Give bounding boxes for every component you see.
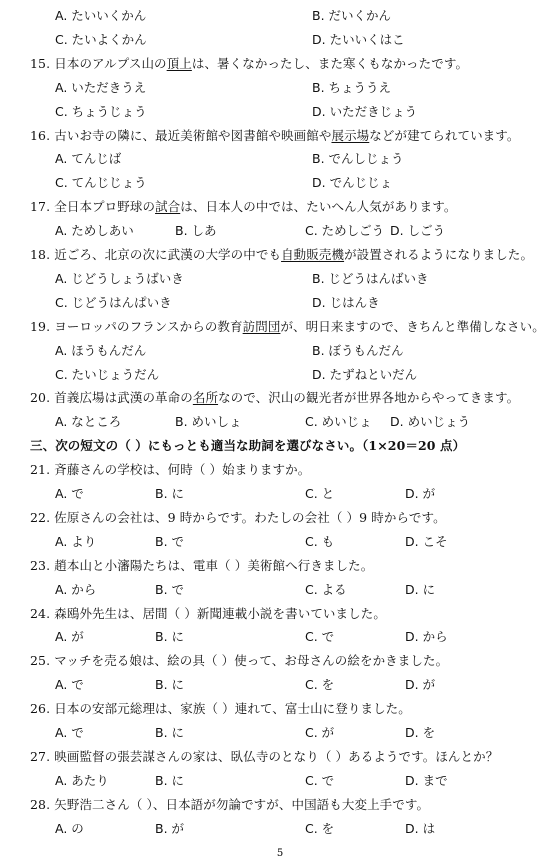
- answer-option: B. で: [155, 533, 185, 549]
- answer-options: [0, 482, 560, 506]
- question: [0, 697, 560, 721]
- question-text-segment: 23. 趙本山と小瀋陽たちは、電車（ ）美術館へ行きました。: [30, 557, 374, 573]
- question-text: [30, 458, 552, 482]
- question-text-segment: 24. 森鴎外先生は、居間（ ）新聞連載小説を書いていました。: [30, 605, 386, 621]
- answer-option: A. てんじば: [55, 151, 122, 167]
- answer-option: C. めいじょ: [305, 414, 372, 430]
- underlined-word: 展示場: [331, 127, 370, 143]
- answer-option: C. を: [305, 820, 335, 836]
- question: [0, 243, 560, 267]
- answer-option: B. に: [155, 677, 185, 693]
- answer-options: [0, 673, 560, 697]
- question-text-segment: 三、次の短文の（ ）にもっとも適当な助詞を選びなさい。（1×20＝20 点）: [30, 438, 466, 454]
- question-text-segment: 16. 古いお寺の隣に、最近美術館や図書館や映画館や: [30, 127, 332, 143]
- answer-option: B. じどうはんばいき: [312, 270, 429, 286]
- answer-options: [0, 267, 560, 291]
- answer-option: A. で: [55, 725, 84, 740]
- answer-option: A. じどうしょうばいき: [55, 270, 184, 286]
- answer-option: D. めいじょう: [390, 414, 471, 430]
- answer-options: [0, 410, 560, 434]
- answer-option: B. に: [155, 725, 185, 740]
- answer-option: D. しごう: [390, 223, 446, 239]
- answer-option: B. ぼうもんだん: [312, 342, 404, 358]
- answer-option: B. で: [155, 581, 185, 597]
- answer-option: B. めいしょ: [175, 414, 242, 430]
- question-text: [30, 697, 552, 721]
- answer-option: A. から: [55, 581, 97, 597]
- answer-option: A. たいいくかん: [55, 8, 147, 23]
- section-heading-text: [30, 434, 552, 458]
- answer-option: C. を: [305, 677, 335, 693]
- answer-option: A. ためしあい: [55, 223, 134, 239]
- answer-options: [0, 4, 560, 28]
- answer-options: [0, 769, 560, 793]
- question-text: [30, 745, 552, 769]
- answer-option: D. は: [405, 820, 436, 836]
- answer-option: B. しあ: [175, 223, 217, 239]
- answer-option: D. が: [405, 677, 436, 693]
- answer-options: [0, 817, 560, 841]
- answer-option: C. てんじじょう: [55, 175, 147, 191]
- answer-option: A. で: [55, 486, 84, 501]
- answer-option: D. まで: [405, 772, 448, 788]
- answer-option: C. と: [305, 486, 335, 501]
- answer-option: A. で: [55, 677, 84, 693]
- answer-option: D. たいいくはこ: [312, 31, 405, 47]
- question-text: [30, 124, 552, 148]
- answer-option: A. いただきうえ: [55, 79, 147, 95]
- question-text: [30, 243, 552, 267]
- answer-option: C. で: [305, 629, 335, 645]
- question-text-segment: が設置されるようになりました。: [344, 247, 534, 262]
- question-text-segment: 17. 全日本プロ野球の: [30, 199, 156, 215]
- question-text-segment: が、明日来ますので、きちんと準備しなさい。: [280, 318, 545, 334]
- answer-option: C. ためしごう: [305, 223, 385, 239]
- answer-option: D. から: [405, 629, 448, 645]
- question-text: [30, 195, 552, 219]
- answer-option: A. が: [55, 629, 84, 645]
- answer-option: D. こそ: [405, 533, 448, 549]
- question: [0, 124, 560, 148]
- answer-option: A. あたり: [55, 772, 109, 788]
- question-text: [30, 602, 552, 626]
- question-text: [30, 793, 552, 817]
- question: [0, 649, 560, 673]
- answer-option: B. ちょううえ: [312, 79, 392, 95]
- question-text-segment: 25. マッチを売る娘は、絵の具（ ）使って、お母さんの絵をかきました。: [30, 653, 449, 669]
- answer-option: B. に: [155, 772, 185, 788]
- question-text-segment: 21. 斉藤さんの学校は、何時（ ）始まりますか。: [30, 462, 311, 478]
- page-number: 5: [276, 848, 284, 859]
- answer-option: B. に: [155, 629, 185, 645]
- question-text-segment: などが建てられています。: [369, 127, 520, 143]
- answer-options: [0, 625, 560, 649]
- answer-option: A. の: [55, 820, 84, 836]
- answer-options: [0, 339, 560, 363]
- answer-option: C. ちょうじょう: [55, 103, 147, 119]
- answer-option: D. が: [405, 486, 436, 501]
- question: [0, 554, 560, 578]
- answer-option: C. たいじょうだん: [55, 366, 160, 382]
- question: [0, 602, 560, 626]
- question-text-segment: は、日本人の中では、たいへん人気があります。: [180, 199, 457, 215]
- answer-option: D. じはんき: [312, 294, 380, 310]
- question-text-segment: 19. ヨーロッパのフランスからの教育: [30, 318, 243, 334]
- question: [0, 195, 560, 219]
- question: [0, 52, 560, 76]
- question-text-segment: なので、沢山の観光者が世界各地からやってきます。: [218, 390, 520, 406]
- answer-options: [0, 171, 560, 195]
- question-text-segment: 27. 映画監督の張芸謀さんの家は、臥仏寺のとなり（ ）あるようです。ほんとか？: [30, 748, 499, 764]
- answer-option: D. を: [405, 725, 436, 740]
- underlined-word: 名所: [192, 390, 219, 406]
- answer-option: B. が: [155, 820, 185, 836]
- answer-option: C. も: [305, 533, 335, 549]
- underlined-word: 頂上: [166, 55, 192, 71]
- question-text: [30, 506, 552, 530]
- answer-option: A. なところ: [55, 414, 122, 430]
- question: [0, 315, 560, 339]
- answer-options: [0, 530, 560, 554]
- answer-option: D. いただきじょう: [312, 103, 418, 119]
- answer-options: [0, 721, 560, 745]
- answer-options: [0, 578, 560, 602]
- question-text: [30, 52, 552, 76]
- answer-option: C. が: [305, 725, 335, 740]
- answer-options: [0, 100, 560, 124]
- question: [0, 386, 560, 410]
- answer-option: C. じどうはんぱいき: [55, 294, 172, 310]
- question-text-segment: 26. 日本の安部元総理は、家族（ ）連れて、富士山に登りました。: [30, 701, 411, 717]
- answer-options: [0, 147, 560, 171]
- answer-option: A. より: [55, 533, 97, 549]
- question-text: [30, 386, 552, 410]
- question: [0, 458, 560, 482]
- underlined-word: 試合: [155, 199, 181, 215]
- question-text: [30, 649, 552, 673]
- answer-option: A. ほうもんだん: [55, 342, 147, 358]
- answer-option: D. でんじじょ: [312, 175, 393, 191]
- answer-option: B. でんしじょう: [312, 151, 404, 167]
- question-text: [30, 554, 552, 578]
- answer-option: D. たずねといだん: [312, 366, 418, 382]
- answer-options: [0, 291, 560, 315]
- question: [0, 745, 560, 769]
- answer-option: B. に: [155, 486, 185, 501]
- answer-options: [0, 363, 560, 387]
- answer-options: [0, 76, 560, 100]
- answer-options: [0, 28, 560, 52]
- question-text-segment: 20. 首義広場は武漢の革命の: [30, 390, 193, 406]
- question: [0, 793, 560, 817]
- question-text-segment: 18. 近ごろ、北京の次に武漢の大学の中でも: [30, 247, 282, 262]
- answer-option: B. だいくかん: [312, 8, 392, 23]
- question-text-segment: 22. 佐原さんの会社は、9 時からです。わたしの会社（ ）9 時からです。: [30, 509, 446, 525]
- question-text-segment: 15. 日本のアルプス山の: [30, 55, 167, 71]
- answer-option: C. で: [305, 772, 335, 788]
- answer-options: [0, 219, 560, 243]
- question-text-segment: は、暑くなかったし、また寒くもなかったです。: [191, 55, 469, 71]
- section-heading: [0, 434, 560, 458]
- underlined-word: 自動販売機: [281, 247, 345, 262]
- answer-option: C. たいよくかん: [55, 31, 147, 47]
- question-text: [30, 315, 552, 339]
- question: [0, 506, 560, 530]
- answer-option: C. よる: [305, 581, 347, 597]
- question-text-segment: 28. 矢野浩二さん（ ）、日本語が勿論ですが、中国語も大変上手です。: [30, 796, 430, 812]
- underlined-word: 訪問団: [242, 318, 281, 334]
- answer-option: D. に: [405, 581, 436, 597]
